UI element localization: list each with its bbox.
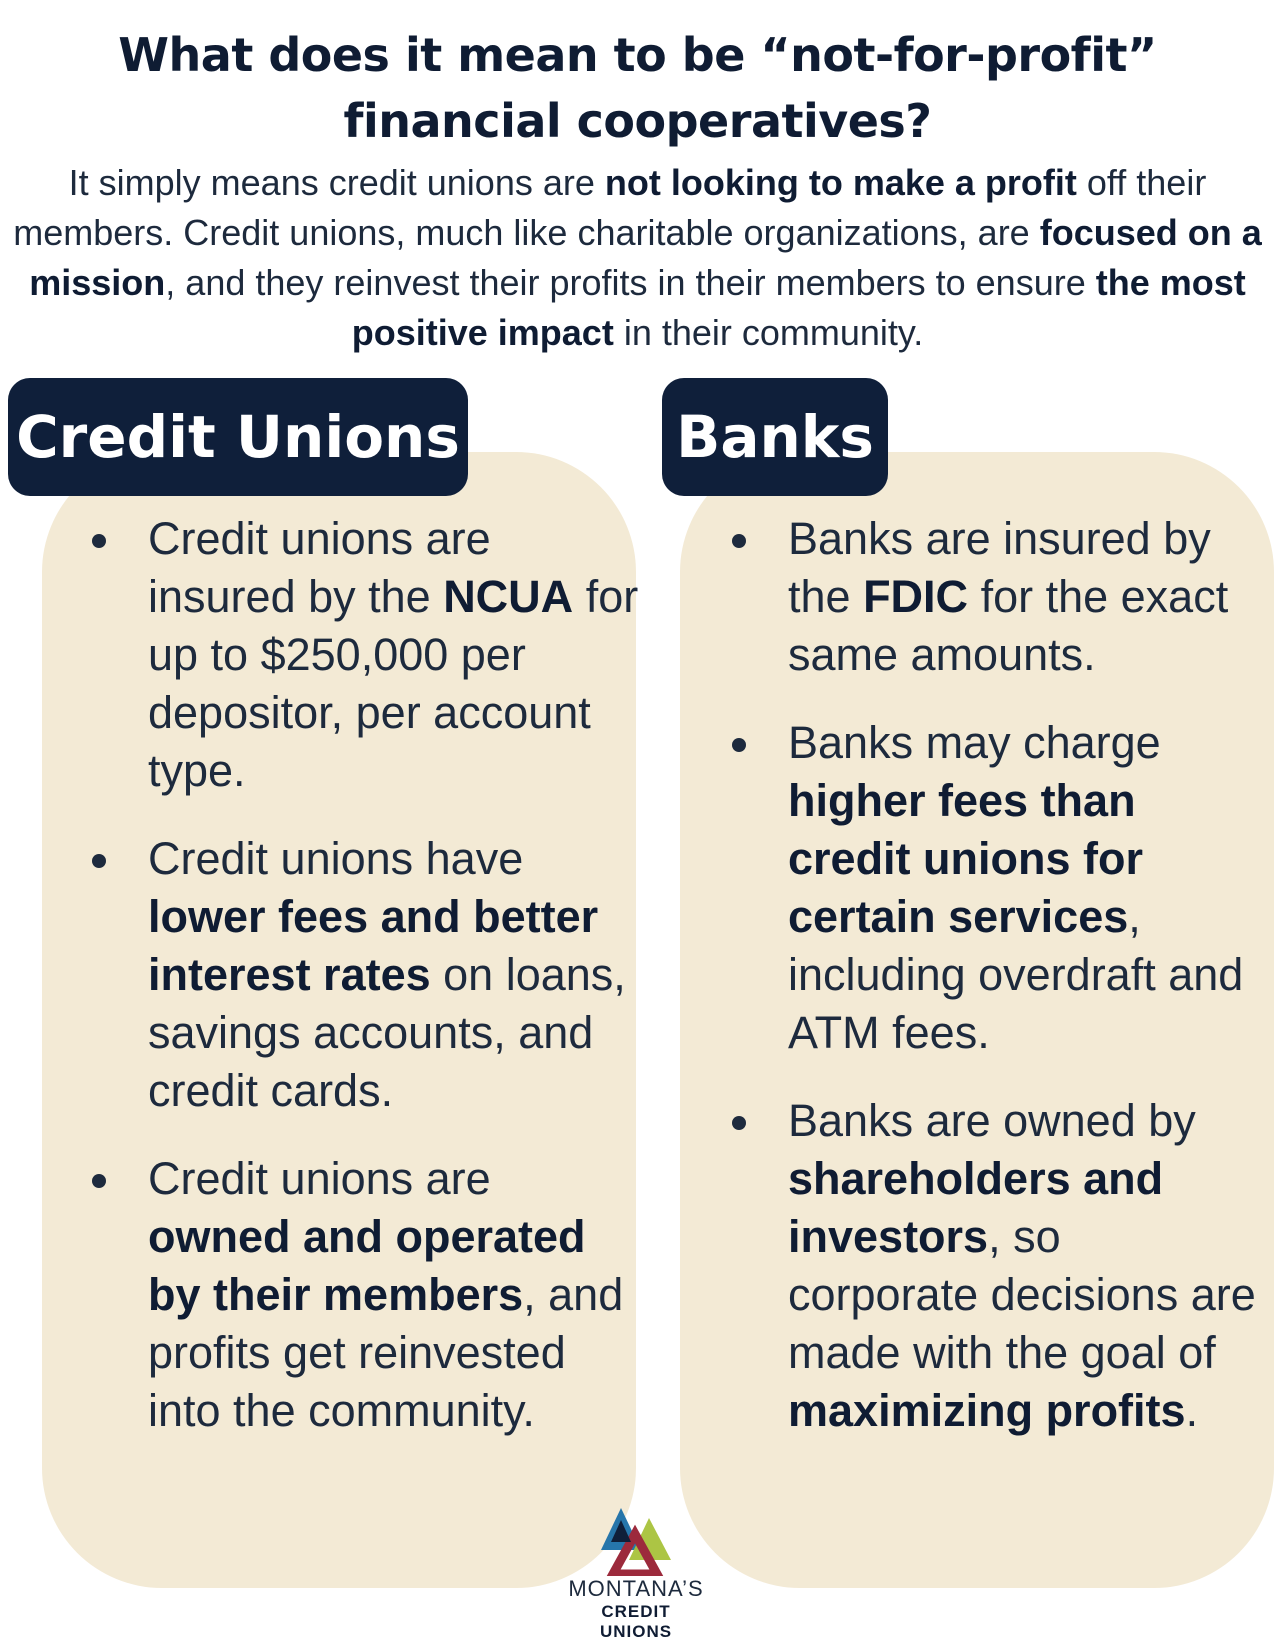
list-item bbox=[102, 830, 642, 1120]
intro-bold-2: focused on a mission bbox=[29, 212, 1262, 303]
item-bold: higher fees than credit unions for certain services bbox=[788, 775, 1144, 942]
banks-heading: Banks bbox=[662, 378, 888, 496]
item-text: , and profits get reinvested into the community. bbox=[148, 1269, 624, 1436]
montanas-credit-unions-logo bbox=[566, 1504, 706, 1650]
item-text: , including overdraft and ATM fees. bbox=[788, 891, 1244, 1058]
intro-text-2: off their members. Credit unions, much like charitable organizations, are bbox=[13, 162, 1207, 253]
list-item bbox=[102, 1150, 642, 1440]
item-text: Banks are owned by bbox=[788, 1095, 1196, 1146]
item-text: for the exact same amounts. bbox=[788, 571, 1229, 680]
logo-name: MONTANA’S bbox=[568, 1576, 704, 1601]
item-text: , so corporate decisions are made with the goal of bbox=[788, 1211, 1256, 1378]
item-text: on loans, savings accounts, and credit cards. bbox=[148, 949, 626, 1116]
logo-subtitle: CREDIT UNIONS bbox=[599, 1602, 673, 1641]
bullet-icon bbox=[92, 534, 106, 548]
item-text: Credit unions are bbox=[148, 1153, 491, 1204]
bullet-icon bbox=[92, 1174, 106, 1188]
item-text: Banks may charge bbox=[788, 717, 1161, 768]
item-bold: owned and operated by their members bbox=[148, 1211, 586, 1320]
intro-text-1: It simply means credit unions are bbox=[68, 162, 605, 203]
item-text: . bbox=[1185, 1385, 1199, 1436]
intro-text-4: in their community. bbox=[613, 312, 924, 353]
bullet-icon bbox=[732, 534, 746, 548]
intro-bold-1: not looking to make a profit bbox=[604, 162, 1077, 203]
credit-unions-list bbox=[102, 510, 642, 1470]
list-item bbox=[102, 510, 642, 800]
title-line-1: What does it mean to be “not-for-profit” bbox=[118, 28, 1157, 82]
bullet-icon bbox=[92, 854, 106, 868]
item-bold: NCUA bbox=[443, 571, 574, 622]
item-bold: shareholders and investors bbox=[788, 1153, 1164, 1262]
item-text: Banks are insured by the bbox=[788, 513, 1211, 622]
intro-paragraph bbox=[0, 158, 1275, 358]
banks-list bbox=[742, 510, 1262, 1470]
list-item bbox=[742, 1092, 1262, 1440]
bullet-icon bbox=[732, 1116, 746, 1130]
item-bold: FDIC bbox=[863, 571, 969, 622]
page-title bbox=[0, 22, 1275, 154]
list-item bbox=[742, 714, 1262, 1062]
bullet-icon bbox=[732, 738, 746, 752]
list-item bbox=[742, 510, 1262, 684]
item-text: Credit unions are insured by the bbox=[148, 513, 491, 622]
item-bold: maximizing profits bbox=[788, 1385, 1186, 1436]
intro-text-3: , and they reinvest their profits in their members to ensure bbox=[165, 262, 1096, 303]
triangle-logo-icon bbox=[599, 1504, 673, 1576]
intro-bold-3: the most positive impact bbox=[351, 262, 1246, 353]
item-text: for up to $250,000 per depositor, per account type. bbox=[148, 571, 639, 796]
title-line-2: financial cooperatives? bbox=[343, 94, 932, 148]
credit-unions-heading: Credit Unions bbox=[8, 378, 468, 496]
item-bold: lower fees and better interest rates bbox=[148, 891, 599, 1000]
item-text: Credit unions have bbox=[148, 833, 524, 884]
